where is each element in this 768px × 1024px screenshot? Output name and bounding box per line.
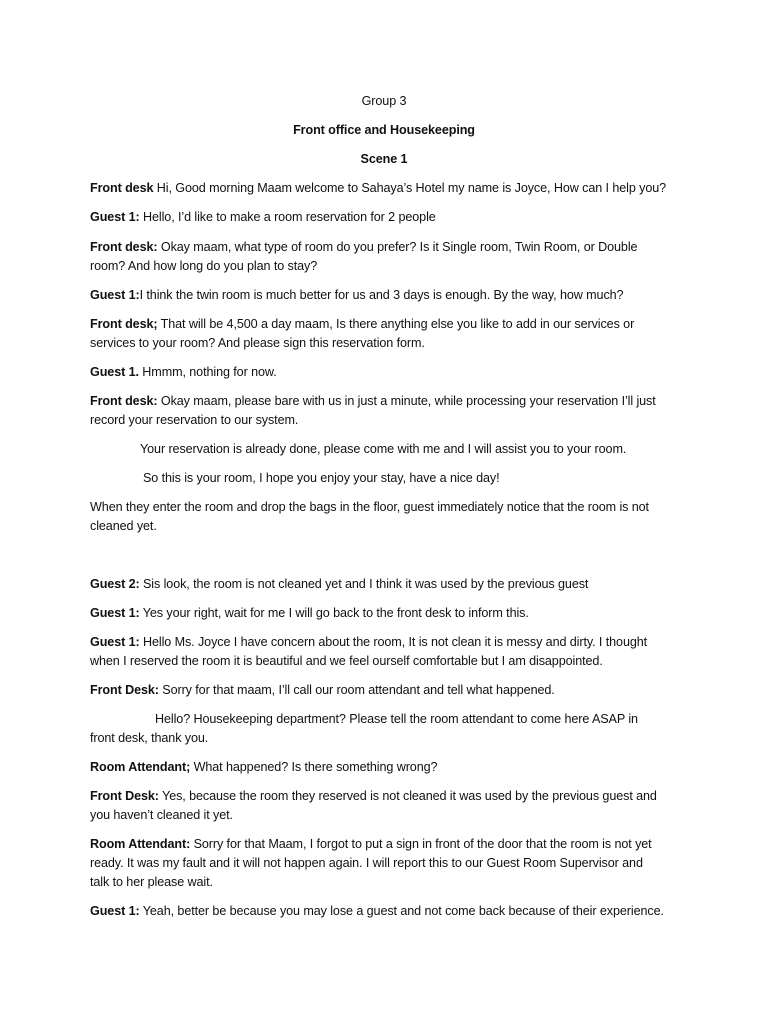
dialogue-line <box>90 238 637 257</box>
speaker-label: Guest 2: <box>90 577 140 591</box>
dialogue-text: Okay maam, what type of room do you prefer? Is it Single room, Twin Room, or Double <box>157 240 638 254</box>
dialogue-text: Hmmm, nothing for now. <box>138 365 277 379</box>
speaker-label: Front desk: <box>90 394 158 408</box>
dialogue-text: Sorry for that Maam, I forgot to put a sign in front of the door that the room is not yet <box>190 837 652 851</box>
dialogue-continuation: when I reserved the room it is beautiful and we feel ourself comfortable but I am disappointed. <box>90 654 603 668</box>
narration-continuation: cleaned yet. <box>90 519 157 533</box>
dialogue-line <box>90 286 623 305</box>
dialogue-text: Hello, I’d like to make a room reservation for 2 people <box>139 210 436 224</box>
dialogue-line <box>90 758 437 777</box>
dialogue-continuation: ready. It was my fault and it will not happen again. I will report this to our Guest Room Supervisor and <box>90 856 643 870</box>
speaker-label: Front desk <box>90 181 154 195</box>
speaker-label: Room Attendant; <box>90 760 191 774</box>
dialogue-continuation: talk to her please wait. <box>90 875 213 889</box>
dialogue-indented: So this is your room, I hope you enjoy your stay, have a nice day! <box>143 471 500 485</box>
dialogue-line <box>90 392 656 411</box>
speaker-label: Guest 1: <box>90 288 140 302</box>
dialogue-continuation: room? And how long do you plan to stay? <box>90 259 318 273</box>
dialogue-indented: Hello? Housekeeping department? Please tell the room attendant to come here ASAP in <box>155 712 638 726</box>
dialogue-text: Yes, because the room they reserved is not cleaned it was used by the previous guest and <box>158 789 657 803</box>
dialogue-line <box>90 787 657 806</box>
speaker-label: Guest 1: <box>90 606 140 620</box>
scene-heading: Scene 1 <box>360 152 408 166</box>
speaker-label: Guest 1: <box>90 210 140 224</box>
speaker-label: Front Desk: <box>90 683 159 697</box>
dialogue-text: That will be 4,500 a day maam, Is there anything else you like to add in our services or <box>157 317 635 331</box>
dialogue-text: I think the twin room is much better for us and 3 days is enough. By the way, how much? <box>139 288 624 302</box>
dialogue-continuation: front desk, thank you. <box>90 731 209 745</box>
speaker-label: Guest 1. <box>90 365 139 379</box>
dialogue-text: Okay maam, please bare with us in just a minute, while processing your reservation I’ll just <box>157 394 656 408</box>
dialogue-text: What happened? Is there something wrong? <box>190 760 438 774</box>
document-title: Front office and Housekeeping <box>293 123 475 137</box>
narration-line: When they enter the room and drop the bags in the floor, guest immediately notice that the room is not <box>90 500 649 514</box>
dialogue-line <box>90 633 647 652</box>
dialogue-line <box>90 604 529 623</box>
speaker-label: Front desk; <box>90 317 158 331</box>
speaker-label: Front Desk: <box>90 789 159 803</box>
dialogue-line <box>90 179 666 198</box>
dialogue-text: Hello Ms. Joyce I have concern about the room, It is not clean it is messy and dirty. I thought <box>139 635 648 649</box>
dialogue-line <box>90 208 436 227</box>
speaker-label: Guest 1: <box>90 904 140 918</box>
dialogue-line <box>90 575 588 594</box>
speaker-label: Guest 1: <box>90 635 140 649</box>
dialogue-text: Hi, Good morning Maam welcome to Sahaya’s Hotel my name is Joyce, How can I help you? <box>153 181 667 195</box>
dialogue-continuation: you haven’t cleaned it yet. <box>90 808 233 822</box>
dialogue-line <box>90 681 555 700</box>
dialogue-text: Yeah, better be because you may lose a guest and not come back because of their experience. <box>139 904 664 918</box>
speaker-label: Front desk: <box>90 240 158 254</box>
dialogue-line <box>90 363 277 382</box>
dialogue-text: Sis look, the room is not cleaned yet and I think it was used by the previous guest <box>139 577 589 591</box>
dialogue-text: Sorry for that maam, I’ll call our room attendant and tell what happened. <box>158 683 555 697</box>
dialogue-indented: Your reservation is already done, please come with me and I will assist you to your room. <box>140 442 627 456</box>
dialogue-line <box>90 902 664 921</box>
dialogue-line <box>90 315 634 334</box>
dialogue-continuation: services to your room? And please sign this reservation form. <box>90 336 425 350</box>
dialogue-text: Yes your right, wait for me I will go back to the front desk to inform this. <box>139 606 529 620</box>
dialogue-continuation: record your reservation to our system. <box>90 413 299 427</box>
speaker-label: Room Attendant: <box>90 837 191 851</box>
dialogue-line <box>90 835 652 854</box>
group-label: Group 3 <box>361 94 407 108</box>
